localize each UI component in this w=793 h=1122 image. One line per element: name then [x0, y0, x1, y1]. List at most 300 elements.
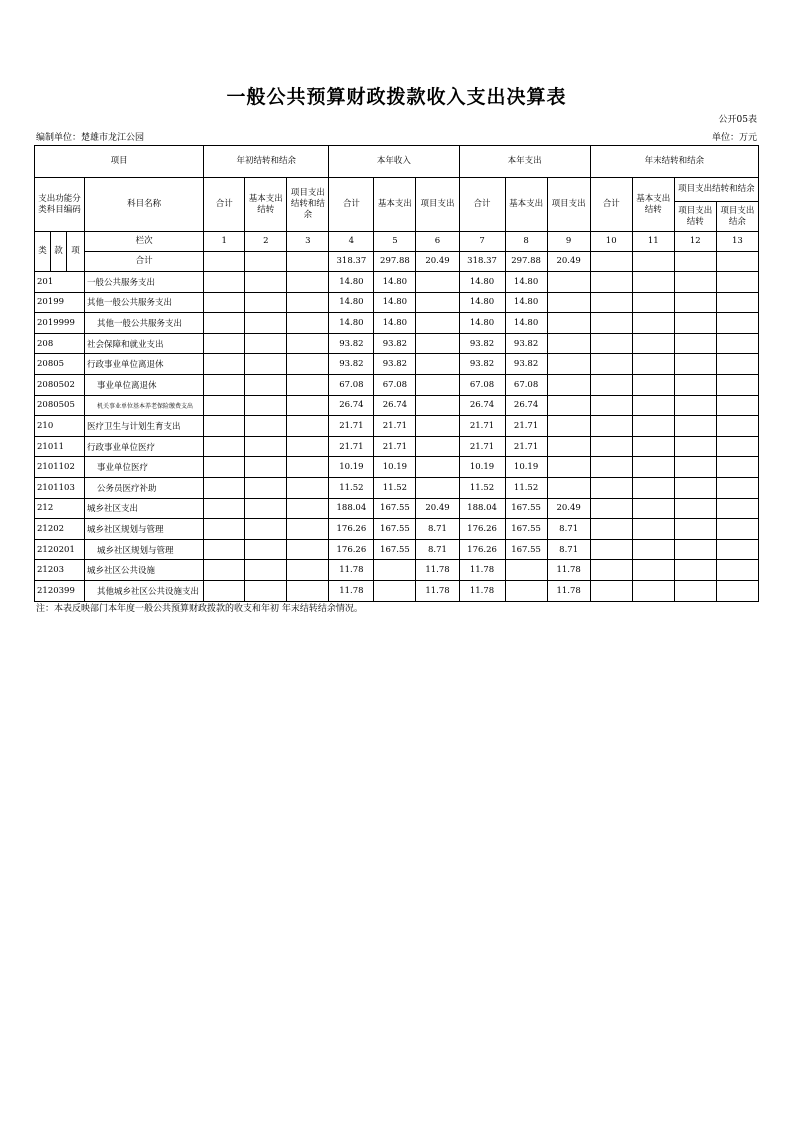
row-value: 14.80 [374, 292, 416, 313]
row-value [287, 498, 329, 519]
row-name: 社会保障和就业支出 [85, 333, 204, 354]
row-value [374, 560, 416, 581]
total-cell [245, 252, 287, 272]
row-value [716, 292, 758, 313]
row-value [716, 436, 758, 457]
row-name: 其他城乡社区公共设施支出 [85, 580, 204, 601]
row-value [287, 477, 329, 498]
row-value [204, 498, 245, 519]
total-cell: 20.49 [416, 252, 459, 272]
row-value: 14.80 [329, 313, 374, 334]
row-value [632, 354, 674, 375]
row-value [590, 374, 632, 395]
row-value [674, 333, 716, 354]
row-value: 14.80 [459, 313, 505, 334]
row-value [416, 416, 459, 437]
row-code: 2120201 [35, 539, 85, 560]
row-value [416, 436, 459, 457]
header-income-group: 本年收入 [329, 146, 459, 178]
row-value [547, 477, 590, 498]
row-value [590, 416, 632, 437]
row-value [547, 436, 590, 457]
header-xiang: 项 [67, 232, 85, 272]
row-code: 212 [35, 498, 85, 519]
row-value: 11.52 [459, 477, 505, 498]
row-value: 21.71 [505, 416, 547, 437]
row-value [245, 374, 287, 395]
row-value: 21.71 [505, 436, 547, 457]
header-end-project-balance: 项目支出结余 [716, 202, 758, 232]
row-value [204, 333, 245, 354]
row-value [716, 395, 758, 416]
row-name: 事业单位离退休 [85, 374, 204, 395]
row-value [674, 354, 716, 375]
row-value: 11.78 [459, 580, 505, 601]
row-value [547, 333, 590, 354]
table-row [35, 272, 759, 293]
row-value: 167.55 [374, 519, 416, 540]
header-start-project: 项目支出结转和结余 [287, 178, 329, 232]
row-value: 188.04 [329, 498, 374, 519]
row-code: 2101102 [35, 457, 85, 478]
row-value: 14.80 [459, 272, 505, 293]
row-value [674, 457, 716, 478]
row-value [590, 519, 632, 540]
row-name: 医疗卫生与计划生育支出 [85, 416, 204, 437]
row-value: 11.52 [329, 477, 374, 498]
total-cell [204, 252, 245, 272]
table-row [35, 292, 759, 313]
row-value: 8.71 [416, 539, 459, 560]
row-value [245, 519, 287, 540]
row-code: 20199 [35, 292, 85, 313]
row-value [547, 292, 590, 313]
row-value [716, 374, 758, 395]
row-value [674, 498, 716, 519]
org-label: 编制单位：楚雄市龙江公园 [36, 133, 145, 143]
row-value [287, 560, 329, 581]
row-value [590, 313, 632, 334]
row-value [204, 580, 245, 601]
row-value: 167.55 [374, 498, 416, 519]
row-value: 21.71 [374, 416, 416, 437]
row-value [632, 539, 674, 560]
table-row [35, 374, 759, 395]
col-num: 8 [505, 232, 547, 252]
table-row [35, 498, 759, 519]
row-value [204, 313, 245, 334]
row-value [416, 395, 459, 416]
row-value: 11.78 [459, 560, 505, 581]
row-value [674, 519, 716, 540]
row-value [590, 354, 632, 375]
row-value [674, 374, 716, 395]
row-code: 201 [35, 272, 85, 293]
row-value [547, 313, 590, 334]
col-num: 6 [416, 232, 459, 252]
row-value [245, 333, 287, 354]
row-value: 8.71 [547, 519, 590, 540]
row-value: 10.19 [505, 457, 547, 478]
row-value [204, 374, 245, 395]
table-row [35, 354, 759, 375]
total-cell: 297.88 [374, 252, 416, 272]
row-value: 14.80 [505, 313, 547, 334]
row-value [245, 395, 287, 416]
total-cell [590, 252, 632, 272]
header-item: 项目 [35, 146, 204, 178]
row-value [716, 498, 758, 519]
row-value: 10.19 [374, 457, 416, 478]
header-func-code: 支出功能分类科目编码 [35, 178, 85, 232]
header-income-total: 合计 [329, 178, 374, 232]
row-value: 11.52 [505, 477, 547, 498]
row-value [674, 292, 716, 313]
row-value [590, 539, 632, 560]
row-name: 机关事业单位基本养老保险缴费支出 [85, 395, 204, 416]
row-value [590, 333, 632, 354]
row-value [674, 416, 716, 437]
row-value [204, 457, 245, 478]
row-value [674, 539, 716, 560]
row-value [590, 436, 632, 457]
row-value [374, 580, 416, 601]
row-value: 21.71 [459, 436, 505, 457]
row-code: 21202 [35, 519, 85, 540]
table-body [35, 272, 759, 602]
row-name: 城乡社区公共设施 [85, 560, 204, 581]
header-subject-name: 科目名称 [85, 178, 204, 232]
row-name: 其他一般公共服务支出 [85, 292, 204, 313]
row-value [287, 292, 329, 313]
row-value [287, 313, 329, 334]
row-value [590, 395, 632, 416]
row-value [416, 333, 459, 354]
total-cell: 20.49 [547, 252, 590, 272]
row-code: 2019999 [35, 313, 85, 334]
row-value [632, 313, 674, 334]
row-value [716, 333, 758, 354]
row-value [204, 395, 245, 416]
row-value: 176.26 [329, 519, 374, 540]
col-num: 5 [374, 232, 416, 252]
row-name: 行政事业单位医疗 [85, 436, 204, 457]
row-value [204, 354, 245, 375]
row-value [590, 477, 632, 498]
row-value [547, 395, 590, 416]
row-value: 11.52 [374, 477, 416, 498]
row-value [245, 354, 287, 375]
row-value: 93.82 [374, 333, 416, 354]
row-name: 公务员医疗补助 [85, 477, 204, 498]
row-value: 176.26 [459, 539, 505, 560]
row-value: 167.55 [505, 539, 547, 560]
row-value [716, 457, 758, 478]
table-row [35, 519, 759, 540]
row-name: 一般公共服务支出 [85, 272, 204, 293]
header-lei: 类 [35, 232, 51, 272]
row-value: 93.82 [459, 333, 505, 354]
table-row [35, 539, 759, 560]
row-value [245, 416, 287, 437]
row-value [204, 519, 245, 540]
total-row [35, 252, 759, 272]
row-value: 26.74 [505, 395, 547, 416]
row-code: 2120399 [35, 580, 85, 601]
header-start-group: 年初结转和结余 [204, 146, 329, 178]
header-end-project-carry: 项目支出结转 [674, 202, 716, 232]
row-name: 城乡社区规划与管理 [85, 519, 204, 540]
table-row [35, 395, 759, 416]
row-value: 67.08 [374, 374, 416, 395]
header-income-project: 项目支出 [416, 178, 459, 232]
table-row [35, 333, 759, 354]
row-value [674, 477, 716, 498]
row-name: 行政事业单位离退休 [85, 354, 204, 375]
row-value [632, 436, 674, 457]
total-cell [674, 252, 716, 272]
row-value: 11.78 [547, 580, 590, 601]
row-value [547, 457, 590, 478]
row-value: 11.78 [547, 560, 590, 581]
row-value [287, 519, 329, 540]
row-value [590, 457, 632, 478]
row-value [632, 292, 674, 313]
table-header [35, 146, 759, 272]
col-num: 7 [459, 232, 505, 252]
row-value: 93.82 [329, 333, 374, 354]
footnote: 注：本表反映部门本年度一般公共预算财政拨款的收支和年初 年末结转结余情况。 [36, 604, 363, 614]
row-value: 93.82 [329, 354, 374, 375]
row-value: 188.04 [459, 498, 505, 519]
row-value: 14.80 [459, 292, 505, 313]
row-value: 11.78 [416, 580, 459, 601]
row-value [590, 292, 632, 313]
row-value: 21.71 [374, 436, 416, 457]
row-value: 8.71 [416, 519, 459, 540]
unit-label: 单位：万元 [711, 133, 757, 143]
header-expense-basic: 基本支出 [505, 178, 547, 232]
row-value [547, 354, 590, 375]
row-code: 20805 [35, 354, 85, 375]
total-cell: 318.37 [459, 252, 505, 272]
row-value [632, 457, 674, 478]
row-value [416, 477, 459, 498]
row-value [716, 313, 758, 334]
row-value [287, 580, 329, 601]
row-code: 21011 [35, 436, 85, 457]
row-value: 11.78 [329, 580, 374, 601]
row-value [204, 539, 245, 560]
row-value [245, 580, 287, 601]
row-name: 城乡社区规划与管理 [85, 539, 204, 560]
row-value: 20.49 [416, 498, 459, 519]
row-value: 167.55 [505, 519, 547, 540]
row-value [287, 457, 329, 478]
row-value [245, 313, 287, 334]
row-value: 10.19 [459, 457, 505, 478]
row-value [632, 580, 674, 601]
row-code: 21203 [35, 560, 85, 581]
row-value: 93.82 [459, 354, 505, 375]
row-value [245, 498, 287, 519]
header-income-basic: 基本支出 [374, 178, 416, 232]
row-value [590, 580, 632, 601]
row-value [287, 436, 329, 457]
row-value [204, 560, 245, 581]
row-value: 8.71 [547, 539, 590, 560]
row-value [674, 395, 716, 416]
row-value: 11.78 [416, 560, 459, 581]
row-value: 67.08 [329, 374, 374, 395]
row-value [716, 539, 758, 560]
row-value [590, 498, 632, 519]
report-title: 一般公共预算财政拨款收入支出决算表 [226, 86, 567, 108]
row-value: 21.71 [329, 436, 374, 457]
col-num: 3 [287, 232, 329, 252]
header-end-total: 合计 [590, 178, 632, 232]
col-num: 10 [590, 232, 632, 252]
row-value [245, 477, 287, 498]
row-value [416, 272, 459, 293]
row-value [632, 374, 674, 395]
row-value [204, 416, 245, 437]
row-value [590, 560, 632, 581]
header-end-group: 年末结转和结余 [590, 146, 758, 178]
row-value [674, 436, 716, 457]
row-value [245, 292, 287, 313]
row-value [287, 374, 329, 395]
total-cell: 297.88 [505, 252, 547, 272]
row-value: 26.74 [329, 395, 374, 416]
row-value [716, 580, 758, 601]
row-value: 93.82 [505, 354, 547, 375]
row-value [204, 477, 245, 498]
row-value [505, 580, 547, 601]
row-value: 10.19 [329, 457, 374, 478]
col-num: 1 [204, 232, 245, 252]
row-value [547, 416, 590, 437]
table-row [35, 560, 759, 581]
row-value: 167.55 [505, 498, 547, 519]
row-value [674, 560, 716, 581]
row-value [632, 519, 674, 540]
header-row-seq: 栏次 [85, 232, 204, 252]
row-value [245, 272, 287, 293]
row-value: 14.80 [329, 272, 374, 293]
row-value [204, 292, 245, 313]
row-code: 208 [35, 333, 85, 354]
total-cell [632, 252, 674, 272]
row-value [245, 560, 287, 581]
header-expense-group: 本年支出 [459, 146, 590, 178]
row-value: 14.80 [505, 272, 547, 293]
row-value [287, 354, 329, 375]
table-row [35, 580, 759, 601]
row-name: 其他一般公共服务支出 [85, 313, 204, 334]
total-cell: 318.37 [329, 252, 374, 272]
row-value: 14.80 [329, 292, 374, 313]
row-value [287, 333, 329, 354]
row-value [632, 477, 674, 498]
row-value [287, 395, 329, 416]
row-value: 11.78 [329, 560, 374, 581]
row-value: 67.08 [459, 374, 505, 395]
row-value [590, 272, 632, 293]
row-value [674, 580, 716, 601]
row-value [716, 416, 758, 437]
row-value: 14.80 [374, 313, 416, 334]
row-name: 事业单位医疗 [85, 457, 204, 478]
row-value: 26.74 [459, 395, 505, 416]
row-value [547, 374, 590, 395]
row-value: 67.08 [505, 374, 547, 395]
row-value [416, 292, 459, 313]
row-value: 21.71 [459, 416, 505, 437]
row-value [674, 313, 716, 334]
table-row [35, 457, 759, 478]
table-row [35, 416, 759, 437]
row-value [505, 560, 547, 581]
row-value [632, 498, 674, 519]
table-row [35, 436, 759, 457]
row-value [674, 272, 716, 293]
form-code: 公开05表 [718, 115, 757, 125]
row-value [204, 272, 245, 293]
col-num: 4 [329, 232, 374, 252]
row-value [245, 539, 287, 560]
row-value [716, 477, 758, 498]
row-value [632, 395, 674, 416]
header-start-basic: 基本支出结转 [245, 178, 287, 232]
col-num: 11 [632, 232, 674, 252]
col-num: 2 [245, 232, 287, 252]
header-start-total: 合计 [204, 178, 245, 232]
row-name: 城乡社区支出 [85, 498, 204, 519]
row-value [416, 457, 459, 478]
header-expense-project: 项目支出 [547, 178, 590, 232]
row-value: 176.26 [459, 519, 505, 540]
row-code: 2101103 [35, 477, 85, 498]
row-code: 2080502 [35, 374, 85, 395]
row-value [245, 436, 287, 457]
row-value: 26.74 [374, 395, 416, 416]
row-value [716, 272, 758, 293]
row-value [287, 272, 329, 293]
total-label: 合计 [85, 252, 204, 272]
row-value [416, 374, 459, 395]
row-value [632, 272, 674, 293]
header-end-basic: 基本支出结转 [632, 178, 674, 232]
table-row [35, 313, 759, 334]
row-value [416, 354, 459, 375]
row-value [245, 457, 287, 478]
row-value [632, 333, 674, 354]
row-value [287, 416, 329, 437]
total-cell [287, 252, 329, 272]
header-expense-total: 合计 [459, 178, 505, 232]
row-value [716, 519, 758, 540]
total-cell [716, 252, 758, 272]
row-value: 14.80 [505, 292, 547, 313]
row-value: 93.82 [374, 354, 416, 375]
row-value: 176.26 [329, 539, 374, 560]
row-code: 2080505 [35, 395, 85, 416]
row-value [287, 539, 329, 560]
row-value: 14.80 [374, 272, 416, 293]
row-value [632, 416, 674, 437]
row-value: 20.49 [547, 498, 590, 519]
